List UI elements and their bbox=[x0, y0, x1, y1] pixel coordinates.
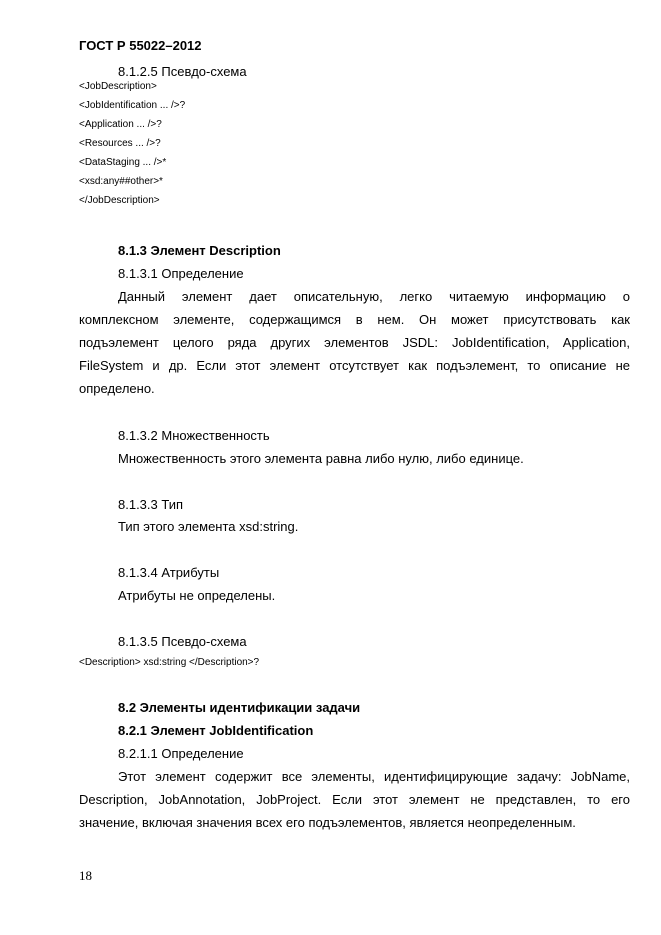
code-line: </JobDescription> bbox=[79, 195, 160, 206]
code-line: <xsd:any##other>* bbox=[79, 176, 163, 187]
paragraph-line: Description, JobAnnotation, JobProject. Если этот элемент не представлен, то его bbox=[79, 792, 630, 807]
paragraph-line: FileSystem и др. Если этот элемент отсутствует как подъэлемент, то описание не bbox=[79, 358, 630, 373]
section-8133-heading: 8.1.3.3 Тип bbox=[118, 497, 184, 512]
description-definition-paragraph bbox=[79, 285, 630, 400]
standard-header: ГОСТ Р 55022–2012 bbox=[79, 38, 202, 53]
paragraph-line: Этот элемент содержит все элементы, идентифицирующие задачу: JobName, bbox=[118, 769, 630, 784]
section-8135-heading: 8.1.3.5 Псевдо-схема bbox=[118, 634, 247, 649]
jobidentification-definition-paragraph bbox=[79, 765, 630, 834]
code-line: <DataStaging ... />* bbox=[79, 157, 167, 168]
section-8134-heading: 8.1.3.4 Атрибуты bbox=[118, 565, 220, 580]
section-82-heading: 8.2 Элементы идентификации задачи bbox=[118, 700, 361, 715]
section-8131-heading: 8.1.3.1 Определение bbox=[118, 266, 244, 281]
type-text: Тип этого элемента xsd:string. bbox=[118, 519, 299, 534]
attributes-text: Атрибуты не определены. bbox=[118, 588, 276, 603]
paragraph-line: значение, включая значения всех его подъэлементов, является неопределенным. bbox=[79, 815, 576, 830]
code-line: <JobDescription> bbox=[79, 81, 157, 92]
paragraph-line: комплексном элементе, содержащимся в нем. Он может присутствовать как bbox=[79, 312, 630, 327]
section-813-heading: 8.1.3 Элемент Description bbox=[118, 243, 281, 258]
code-line: <Resources ... />? bbox=[79, 138, 161, 149]
multiplicity-text: Множественность этого элемента равна либо нулю, либо единице. bbox=[118, 451, 524, 466]
code-line: <JobIdentification ... />? bbox=[79, 100, 186, 111]
section-8132-heading: 8.1.3.2 Множественность bbox=[118, 428, 270, 443]
section-821-heading: 8.2.1 Элемент JobIdentification bbox=[118, 723, 314, 738]
section-8211-heading: 8.2.1.1 Определение bbox=[118, 746, 244, 761]
code-line: <Application ... />? bbox=[79, 119, 162, 130]
page-number: 18 bbox=[79, 868, 92, 883]
paragraph-line: определено. bbox=[79, 381, 155, 396]
paragraph-line: Данный элемент дает описательную, легко читаемую информацию о bbox=[118, 289, 630, 304]
pseudo-schema-code: <Description> xsd:string </Description>? bbox=[79, 657, 260, 668]
paragraph-line: подъэлемент целого ряда других элементов JSDL: JobIdentification, Application, bbox=[79, 335, 630, 350]
section-8125-heading: 8.1.2.5 Псевдо-схема bbox=[118, 64, 247, 79]
